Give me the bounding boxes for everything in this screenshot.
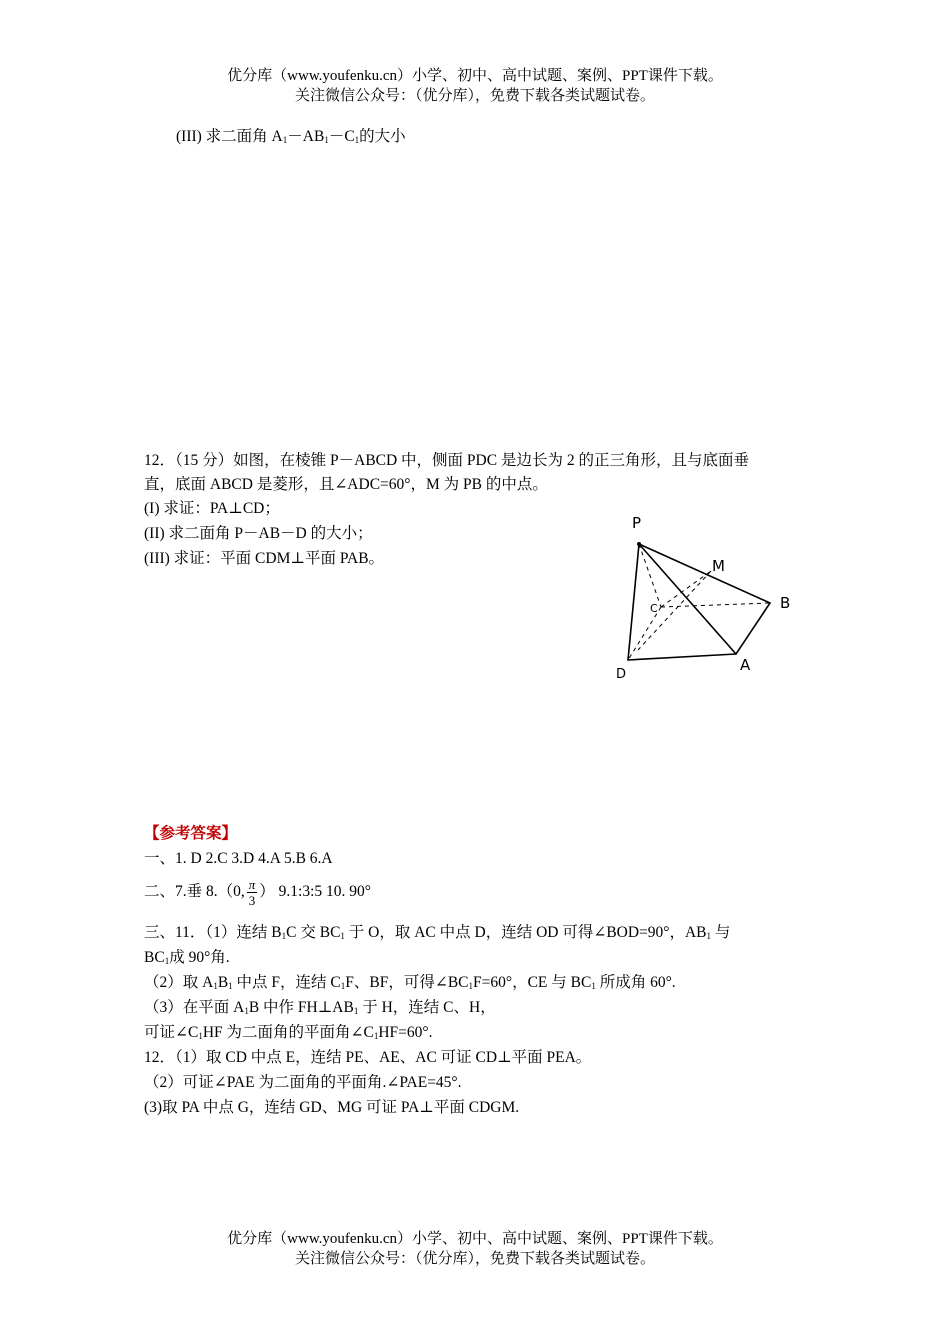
answers-line-9: （2）可证∠PAE 为二面角的平面角.∠PAE=45°. xyxy=(144,1074,462,1091)
edge-pb xyxy=(639,544,770,603)
edge-pd xyxy=(628,544,639,660)
answers-line-10: (3)取 PA 中点 G，连结 GD、MG 可证 PA⊥平面 CDGM. xyxy=(144,1099,520,1116)
q11-part3: (III) 求二面角 $A_1-AB_1-C_1$的大小 xyxy=(176,128,406,145)
q12-line-1: 12．（15 分）如图，在棱锥 P－ABCD 中，侧面 PDC 是边长为 2 的正三角形，且与底面垂 xyxy=(144,452,749,469)
fraction-pi-over-3: $\frac{\pi}{3}$ xyxy=(248,877,256,908)
label-d: D xyxy=(616,667,627,682)
answers-line-7: 可证$\angle C_1HF$ 为二面角的平面角$\angle C_1HF=60^\circ$. xyxy=(144,1024,433,1041)
point-p xyxy=(637,542,641,546)
q12-line-2: 直，底面 ABCD 是菱形，且∠ADC=60°，M 为 PB 的中点。 xyxy=(144,476,548,493)
label-c: C xyxy=(650,602,658,615)
pyramid-figure xyxy=(608,508,818,688)
answers-line-5: （2）取 $A_1B_1$ 中点 F，连结 $C_1F$、BF，可得$\angle BC_1F=60^\circ$，CE 与 $BC_1$ 所成角 60°. xyxy=(144,974,676,991)
edge-pc xyxy=(639,544,661,607)
footer-line-1: 优分库（www.youfenku.cn）小学、初中、高中试题、案例、PPT课件下载。 xyxy=(227,1231,723,1247)
answers-title: 【参考答案】 xyxy=(144,825,238,842)
q12-part-3: (III) 求证：平面 CDM⊥平面 PAB。 xyxy=(144,550,385,567)
answers-line-1: 一、1. D 2.C 3.D 4.A 5.B 6.A xyxy=(144,850,333,867)
edge-md xyxy=(638,571,711,650)
edge-da xyxy=(628,654,736,660)
edge-ab xyxy=(736,603,770,654)
answers-line-8: 12．（1）取 CD 中点 E，连结 PE、AE、AC 可证 CD⊥平面 PEA。 xyxy=(144,1049,592,1066)
header-line-1: 优分库（www.youfenku.cn）小学、初中、高中试题、案例、PPT课件下载。 xyxy=(227,68,723,84)
header-line-2: 关注微信公众号：（优分库），免费下载各类试题试卷。 xyxy=(294,88,655,104)
q12-part-1: (I) 求证：PA⊥CD； xyxy=(144,500,280,517)
label-p: P xyxy=(632,514,642,532)
label-b: B xyxy=(780,594,791,612)
answers-line-4: $BC_1$成 90°角. xyxy=(144,949,230,966)
answers-line-3: 三、11．（1）连结 $B_1C$ 交 $BC_1$ 于 O，取 AC 中点 D，连结 OD 可得∠BOD=90°，$AB_1$ 与 xyxy=(144,924,731,941)
label-a: A xyxy=(740,656,751,674)
edge-cb xyxy=(661,603,770,607)
label-m: M xyxy=(712,557,725,575)
answers-line-6: （3）在平面 $A_1B$ 中作 $FH\perp AB_1$ 于 H，连结 C、H， xyxy=(144,999,496,1016)
q12-part-2: (II) 求二面角 P－AB－D 的大小； xyxy=(144,525,373,542)
footer-line-2: 关注微信公众号：（优分库），免费下载各类试题试卷。 xyxy=(294,1251,655,1267)
answers-line-2: 二、7.垂 8.（0, $\frac{\pi}{3}$ ） 9.1:3:5 10. 90° xyxy=(144,877,371,908)
